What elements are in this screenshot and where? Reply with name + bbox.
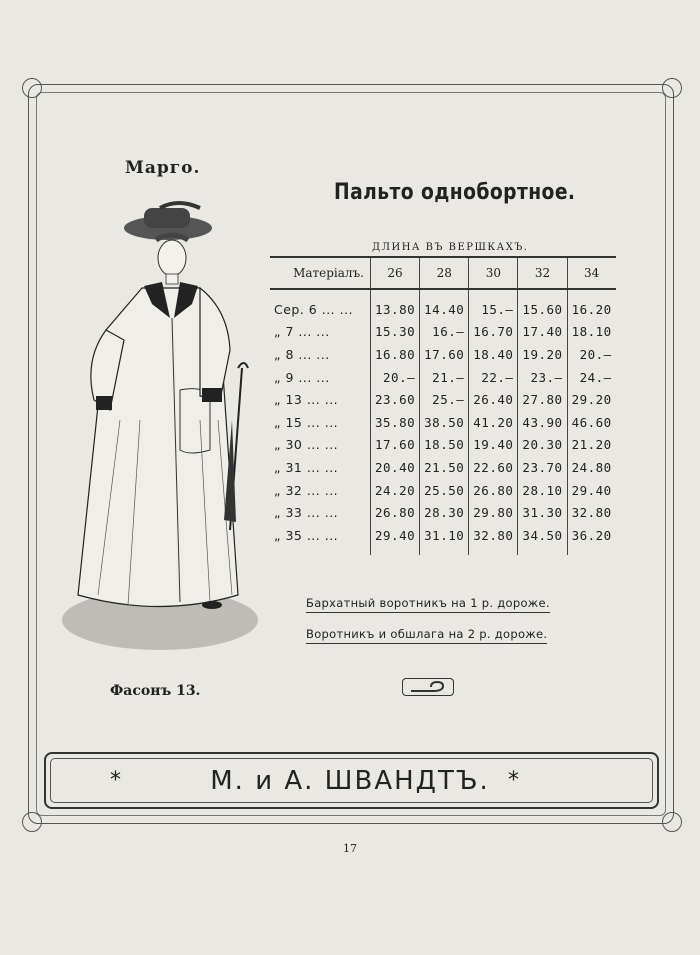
price-cell: 26.40 xyxy=(469,388,518,411)
table-row xyxy=(270,411,616,434)
column-header-length: 28 xyxy=(420,257,469,289)
price-cell: 35.80 xyxy=(371,411,420,434)
table-row xyxy=(270,366,616,389)
price-cell: 29.40 xyxy=(371,524,420,547)
table-row xyxy=(270,456,616,479)
price-cell: 23.70 xyxy=(518,456,567,479)
material-cell: „ 32 ... ... xyxy=(274,482,339,498)
column-header-length: 30 xyxy=(469,257,518,289)
price-table xyxy=(270,256,616,555)
table-row xyxy=(270,479,616,502)
star-ornament-left: * xyxy=(110,768,121,793)
price-cell: 24.80 xyxy=(567,456,616,479)
price-cell: 15.— xyxy=(469,298,518,321)
price-cell: 15.30 xyxy=(371,321,420,344)
ornament-badge xyxy=(402,678,454,696)
price-cell: 18.10 xyxy=(567,321,616,344)
price-cell: 27.80 xyxy=(518,388,567,411)
collar-cuffs-note: Воротникъ и обшлага на 2 р. дороже. xyxy=(306,627,547,644)
price-cell: 29.80 xyxy=(469,501,518,524)
table-row xyxy=(270,321,616,344)
price-cell: 43.90 xyxy=(518,411,567,434)
style-number-label: Фасонъ 13. xyxy=(110,683,201,699)
price-cell: 20.40 xyxy=(371,456,420,479)
material-cell: „ 30 ... ... xyxy=(274,437,339,453)
price-cell: 32.80 xyxy=(567,501,616,524)
table-subtitle: ДЛИНА ВЪ ВЕРШКАХЪ. xyxy=(372,242,529,253)
material-cell: „ 9 ... ... xyxy=(274,369,330,385)
price-cell: 19.20 xyxy=(518,343,567,366)
table-row xyxy=(270,388,616,411)
price-cell: 17.40 xyxy=(518,321,567,344)
price-cell: 46.60 xyxy=(567,411,616,434)
material-cell: „ 13 ... ... xyxy=(274,392,339,408)
price-cell: 41.20 xyxy=(469,411,518,434)
brand-name: М. и А. ШВАНДТЪ. xyxy=(210,766,490,796)
material-cell: „ 8 ... ... xyxy=(274,346,330,362)
price-cell: 24.— xyxy=(567,366,616,389)
price-cell: 22.— xyxy=(469,366,518,389)
table-row xyxy=(270,343,616,366)
price-cell: 23.60 xyxy=(371,388,420,411)
table-row xyxy=(270,298,616,321)
table-header-row xyxy=(270,257,616,289)
corner-ornament xyxy=(22,812,42,832)
price-cell: 16.70 xyxy=(469,321,518,344)
price-cell: 25.50 xyxy=(420,479,469,502)
page-title: Пальто однобортное. xyxy=(334,180,576,205)
material-cell: „ 7 ... ... xyxy=(274,324,330,340)
price-cell: 28.10 xyxy=(518,479,567,502)
price-cell: 19.40 xyxy=(469,434,518,457)
price-cell: 21.50 xyxy=(420,456,469,479)
material-cell: „ 33 ... ... xyxy=(274,505,339,521)
column-header-material: Матеріалъ. xyxy=(270,257,371,289)
price-cell: 32.80 xyxy=(469,524,518,547)
price-cell: 31.30 xyxy=(518,501,567,524)
price-cell: 31.10 xyxy=(420,524,469,547)
price-cell: 14.40 xyxy=(420,298,469,321)
price-cell: 16.20 xyxy=(567,298,616,321)
corner-ornament xyxy=(662,78,682,98)
price-cell: 13.80 xyxy=(371,298,420,321)
material-cell: Сер. 6 ... ... xyxy=(274,301,354,317)
price-cell: 23.— xyxy=(518,366,567,389)
price-cell: 28.30 xyxy=(420,501,469,524)
price-cell: 20.— xyxy=(371,366,420,389)
price-cell: 25.— xyxy=(420,388,469,411)
price-cell: 15.60 xyxy=(518,298,567,321)
column-header-length: 34 xyxy=(567,257,616,289)
model-name: Марго. xyxy=(125,158,201,178)
price-cell: 36.20 xyxy=(567,524,616,547)
price-cell: 16.80 xyxy=(371,343,420,366)
price-cell: 20.30 xyxy=(518,434,567,457)
corner-ornament xyxy=(662,812,682,832)
price-cell: 38.50 xyxy=(420,411,469,434)
material-cell: „ 31 ... ... xyxy=(274,459,339,475)
material-cell: „ 15 ... ... xyxy=(274,414,339,430)
price-cell: 22.60 xyxy=(469,456,518,479)
corner-ornament xyxy=(22,78,42,98)
material-cell: „ 35 ... ... xyxy=(274,527,339,543)
price-cell: 18.40 xyxy=(469,343,518,366)
column-header-length: 32 xyxy=(518,257,567,289)
price-cell: 26.80 xyxy=(371,501,420,524)
price-cell: 21.20 xyxy=(567,434,616,457)
star-ornament-right: * xyxy=(508,768,519,793)
table-row xyxy=(270,434,616,457)
column-header-length: 26 xyxy=(371,257,420,289)
price-cell: 21.— xyxy=(420,366,469,389)
page-number: 17 xyxy=(343,842,357,855)
price-cell: 18.50 xyxy=(420,434,469,457)
table-row xyxy=(270,524,616,547)
price-cell: 17.60 xyxy=(420,343,469,366)
price-cell: 16.— xyxy=(420,321,469,344)
price-cell: 20.— xyxy=(567,343,616,366)
coat-illustration xyxy=(60,200,275,660)
velvet-collar-note: Бархатный воротникъ на 1 р. дороже. xyxy=(306,596,550,613)
ornament-icon xyxy=(403,679,453,695)
price-cell: 29.20 xyxy=(567,388,616,411)
price-cell: 24.20 xyxy=(371,479,420,502)
price-cell: 34.50 xyxy=(518,524,567,547)
price-cell: 26.80 xyxy=(469,479,518,502)
price-cell: 17.60 xyxy=(371,434,420,457)
price-cell: 29.40 xyxy=(567,479,616,502)
table-row xyxy=(270,501,616,524)
